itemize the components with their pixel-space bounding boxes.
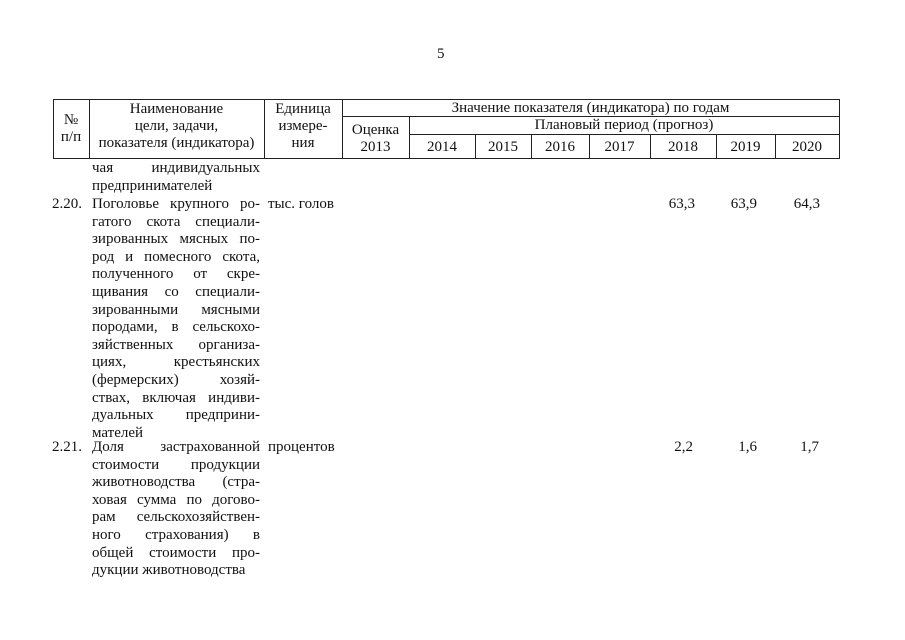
- header-year-2019: 2019: [730, 139, 761, 155]
- description-line: зяйственных организа-: [92, 336, 260, 353]
- description-line: стоимости продукции: [92, 456, 260, 473]
- row-unit: процентов: [268, 439, 335, 455]
- continuation-text: [92, 160, 260, 195]
- description-line: животноводства (стра-: [92, 474, 260, 491]
- row-unit: тыс. голов: [268, 196, 334, 212]
- continuation-line: чая индивидуальных: [92, 160, 260, 176]
- header-num-label: п/п: [60, 129, 82, 145]
- header-values-group: Значение показателя (индикатора) по годам: [451, 100, 730, 116]
- description-line: ствах, включая индиви-: [92, 389, 260, 406]
- header-year-2020: 2020: [792, 139, 822, 155]
- header-year-2017: 2017: [604, 139, 635, 155]
- header-year-2016: 2016: [545, 139, 575, 155]
- header-num-sign: №: [63, 112, 79, 128]
- header-name-line-1: Наименование: [129, 101, 224, 117]
- value-2020: 1,7: [800, 439, 819, 455]
- description-line: дукции животноводства: [92, 562, 246, 579]
- description-line: ховая сумма по догово-: [92, 491, 260, 508]
- header-name-line-3: показателя (индикатора): [98, 135, 255, 151]
- description-line: род и помесного скота,: [92, 248, 260, 265]
- header-estimate: Оценка: [351, 122, 400, 138]
- header-year-2018: 2018: [668, 139, 698, 155]
- header-unit-line-3: ния: [291, 135, 315, 151]
- header-unit-line-2: измере-: [278, 118, 328, 134]
- description-line: рам сельскохозяйствен-: [92, 509, 260, 526]
- description-line: (фермерских) хозяй-: [92, 371, 260, 388]
- description-line: зированными мясными: [92, 301, 260, 318]
- row-description: [92, 196, 260, 442]
- header-year-2015: 2015: [488, 139, 518, 155]
- description-line: зированных мясных по-: [92, 231, 260, 248]
- description-line: щивания со специали-: [92, 283, 260, 300]
- header-year-2013: 2013: [360, 139, 391, 155]
- description-line: породами, в сельскохо-: [92, 319, 260, 336]
- header-name-line-2: цели, задачи,: [134, 118, 219, 134]
- description-line: циях, крестьянских: [92, 354, 260, 371]
- description-line: дуальных предприни-: [92, 407, 260, 424]
- page-number: 5: [437, 46, 445, 62]
- description-line: полученного от скре-: [92, 266, 260, 283]
- header-bottom-border: [53, 158, 839, 159]
- description-line: Поголовье крупного ро-: [92, 196, 260, 212]
- row-number: 2.20.: [52, 196, 82, 212]
- value-2018: 2,2: [674, 439, 693, 455]
- value-2018: 63,3: [668, 196, 695, 212]
- value-2020: 64,3: [793, 196, 820, 212]
- header-unit-line-1: Единица: [275, 101, 331, 117]
- row-description: [92, 439, 260, 580]
- header-year-2014: 2014: [427, 139, 457, 155]
- col-border-right: [839, 99, 840, 159]
- continuation-line: предпринимателей: [92, 177, 213, 194]
- description-line: Доля застрахованной: [92, 439, 260, 455]
- description-line: гатого скота специали-: [92, 213, 260, 230]
- description-line: мателей: [92, 424, 144, 441]
- description-line: общей стоимости про-: [92, 544, 260, 561]
- value-2019: 63,9: [730, 196, 757, 212]
- row-number: 2.21.: [52, 439, 82, 455]
- description-line: ного страхования) в: [92, 526, 260, 543]
- value-2019: 1,6: [738, 439, 757, 455]
- header-planned-period: Плановый период (прогноз): [534, 117, 714, 133]
